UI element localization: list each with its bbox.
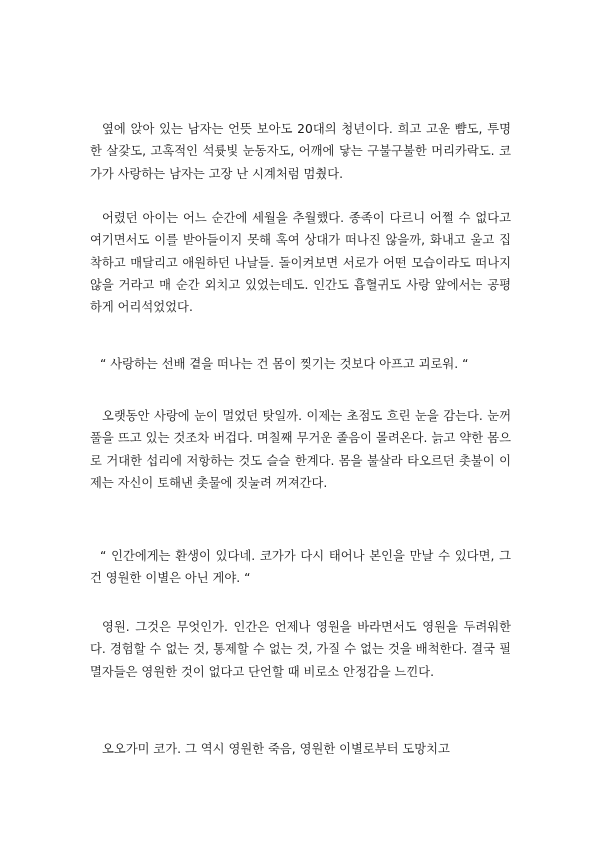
paragraph-1: 옆에 앉아 있는 남자는 언뜻 보아도 20대의 청년이다. 희고 고운 뺨도, 투명한 살갗도, 고혹적인 석륫빛 눈동자도, 어깨에 닿는 구불구불한 머리카락도. 코가가 사랑하는 남자는 고장 난 시계처럼 멈췄다.	[90, 122, 511, 181]
dialogue-quote-1: “ 사랑하는 선배 곁을 떠나는 건 몸이 찢기는 것보다 아프고 괴로워. “	[100, 357, 469, 371]
paragraph-4: 영원. 그것은 무엇인가. 인간은 언제나 영원을 바라면서도 영원을 두려워한다. 경험할 수 없는 것, 통제할 수 없는 것, 가질 수 없는 것을 배척한다. 결국 필멸자들은 영원한 것이 없다고 단언할 때 비로소 안정감을 느낀다.	[90, 620, 511, 679]
dialogue-quote-2: “ 인간에게는 환생이 있다네. 코가가 다시 태어나 본인을 만날 수 있다면, 그건 영원한 이별은 아닌 게야. “	[90, 549, 511, 586]
paragraph-2: 어렸던 아이는 어느 순간에 세월을 추월했다. 종족이 다르니 어쩔 수 없다고 여기면서도 이를 받아들이지 못해 혹여 상대가 떠나진 않을까, 화내고 울고 집착하고 매달리고 애원하던 나날들. 돌이켜보면 서로가 어떤 모습이라도 떠나지 않을 거라고 매 순간 외치고 있었는데도. 인간도 흡혈귀도 사랑 앞에서는 공평하게 어리석었었다.	[90, 211, 511, 315]
paragraph-3: 오랫동안 사랑에 눈이 멀었던 탓일까. 이제는 초점도 흐린 눈을 감는다. 눈꺼풀을 뜨고 있는 것조차 버겁다. 며칠째 무거운 졸음이 몰려온다. 늙고 약한 몸으로 거대한 섭리에 저항하는 것도 슬슬 한계다. 몸을 불살라 타오르던 촛불이 이제는 자신이 토해낸 촛물에 짓눌려 꺼져간다.	[90, 409, 511, 490]
paragraph-5: 오오가미 코가. 그 역시 영원한 죽음, 영원한 이별로부터 도망치고	[102, 742, 450, 756]
